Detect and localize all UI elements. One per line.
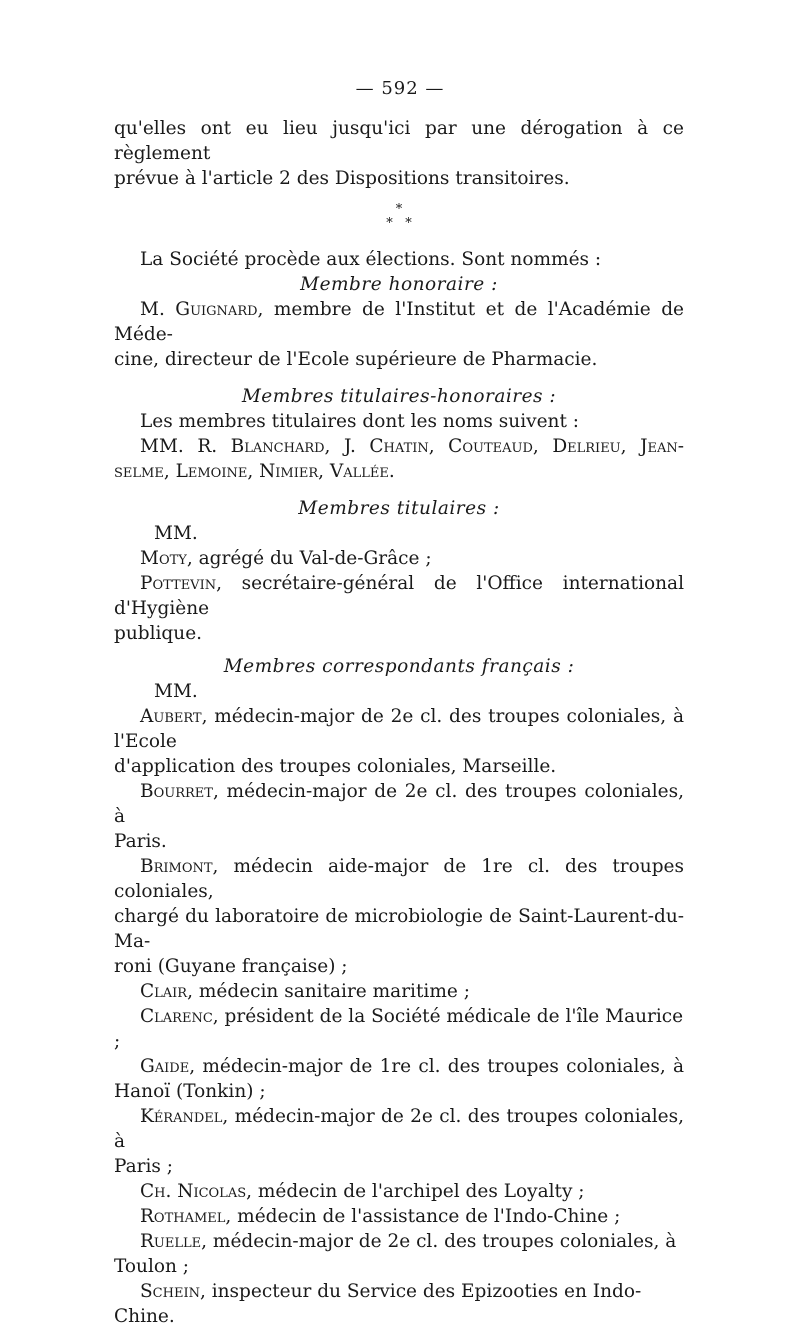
titulaires-honoraires-line-2: selme, Lemoine, Nimier, Vallée. bbox=[114, 461, 395, 482]
correspondant-text: , médecin-major de 2e cl. des troupes coloniales, à l'Ecole bbox=[114, 706, 684, 752]
correspondant-name: Rothamel bbox=[140, 1206, 226, 1227]
heading-titulaires-honoraires: Membres titulaires-honoraires : bbox=[241, 386, 557, 407]
correspondant-text: , médecin de l'archipel des Loyalty ; bbox=[246, 1181, 585, 1202]
correspondant-entry bbox=[114, 1104, 684, 1154]
honoraire-line-1 bbox=[114, 297, 684, 347]
moty-text: , agrégé du Val-de-Grâce ; bbox=[186, 548, 432, 569]
correspondant-entry bbox=[114, 854, 684, 904]
intro-line-2: prévue à l'article 2 des Dispositions transitoires. bbox=[114, 168, 570, 189]
correspondant-entry bbox=[114, 1179, 684, 1204]
correspondant-entry bbox=[114, 704, 684, 754]
heading-membre-honoraire: Membre honoraire : bbox=[300, 274, 498, 295]
honoraire-line-1-text: , membre de l'Institut et de l'Académie de Méde- bbox=[114, 299, 684, 345]
correspondant-text: , médecin-major de 2e cl. des troupes coloniales, à bbox=[114, 1106, 684, 1152]
correspondant-name: Schein bbox=[140, 1281, 200, 1302]
correspondant-continuation: chargé du laboratoire de microbiologie de Saint-Laurent-du-Ma- bbox=[114, 906, 684, 952]
intro-line-1: qu'elles ont eu lieu jusqu'ici par une dérogation à ce règlement bbox=[114, 118, 684, 164]
section-separator bbox=[114, 203, 684, 231]
page-number: — 592 — bbox=[355, 78, 445, 99]
titulaire-moty bbox=[114, 546, 684, 571]
titulaires-honoraires-line-1: MM. R. Blanchard, J. Chatin, Couteaud, Delrieu, Jean- bbox=[140, 436, 684, 457]
correspondant-name: Clarenc bbox=[140, 1006, 213, 1027]
correspondant-entry bbox=[114, 1004, 684, 1054]
correspondant-text: , médecin-major de 2e cl. des troupes coloniales, à Toulon ; bbox=[114, 1231, 677, 1277]
separator-star-top: * bbox=[395, 202, 403, 217]
correspondant-continuation: Paris ; bbox=[114, 1156, 174, 1177]
correspondant-name: Gaide bbox=[140, 1056, 190, 1077]
titulaire-pottevin-line-2: publique. bbox=[114, 623, 203, 644]
correspondant-name: Brimont bbox=[140, 856, 213, 877]
correspondants-mm: MM. bbox=[154, 681, 198, 702]
correspondant-entry bbox=[114, 779, 684, 829]
pottevin-name: Pottevin bbox=[140, 573, 217, 594]
correspondant-name: Clair bbox=[140, 981, 188, 1002]
correspondant-text: , médecin-major de 2e cl. des troupes coloniales, à bbox=[114, 781, 684, 827]
heading-correspondants-francais: Membres correspondants français : bbox=[223, 656, 575, 677]
correspondant-entry bbox=[114, 1279, 684, 1329]
correspondant-continuation: roni (Guyane française) ; bbox=[114, 956, 348, 977]
honoraire-name: M. Guignard bbox=[140, 299, 258, 320]
titulaires-mm: MM. bbox=[154, 523, 198, 544]
correspondant-text: , président de la Société médicale de l'île Maurice ; bbox=[114, 1006, 684, 1052]
correspondant-name: Aubert bbox=[140, 706, 202, 727]
correspondant-text: , médecin sanitaire maritime ; bbox=[187, 981, 470, 1002]
pottevin-text: , secrétaire-général de l'Office international d'Hygiène bbox=[114, 573, 684, 619]
correspondant-continuation: Paris. bbox=[114, 831, 167, 852]
correspondant-text: , inspecteur du Service des Epizooties en Indo-Chine. bbox=[114, 1281, 642, 1327]
correspondant-name: Bourret bbox=[140, 781, 213, 802]
correspondant-text: , médecin aide-major de 1re cl. des troupes coloniales, bbox=[114, 856, 684, 902]
correspondant-continuation: d'application des troupes coloniales, Marseille. bbox=[114, 756, 557, 777]
heading-membres-titulaires: Membres titulaires : bbox=[298, 498, 500, 519]
correspondant-text: , médecin-major de 1re cl. des troupes coloniales, à bbox=[189, 1056, 684, 1077]
correspondants-list bbox=[114, 704, 684, 1329]
correspondant-continuation: Hanoï (Tonkin) ; bbox=[114, 1081, 266, 1102]
titulaires-honoraires-intro: Les membres titulaires dont les noms suivent : bbox=[140, 411, 579, 432]
titulaire-pottevin-line-1 bbox=[114, 571, 684, 621]
correspondant-entry bbox=[114, 1229, 684, 1279]
correspondant-entry bbox=[114, 1054, 684, 1079]
moty-name: Moty bbox=[140, 548, 187, 569]
page-body bbox=[114, 116, 684, 1329]
correspondant-entry bbox=[114, 1204, 684, 1229]
correspondant-text: , médecin de l'assistance de l'Indo-Chine ; bbox=[225, 1206, 621, 1227]
correspondant-entry bbox=[114, 979, 684, 1004]
correspondant-name: Ruelle bbox=[140, 1231, 202, 1252]
elections-paragraph: La Société procède aux élections. Sont nommés : bbox=[140, 249, 602, 270]
correspondant-name: Kérandel bbox=[140, 1106, 223, 1127]
honoraire-line-2: cine, directeur de l'Ecole supérieure de Pharmacie. bbox=[114, 349, 598, 370]
correspondant-name: Ch. Nicolas bbox=[140, 1181, 247, 1202]
separator-stars-bottom: * * bbox=[386, 216, 412, 231]
